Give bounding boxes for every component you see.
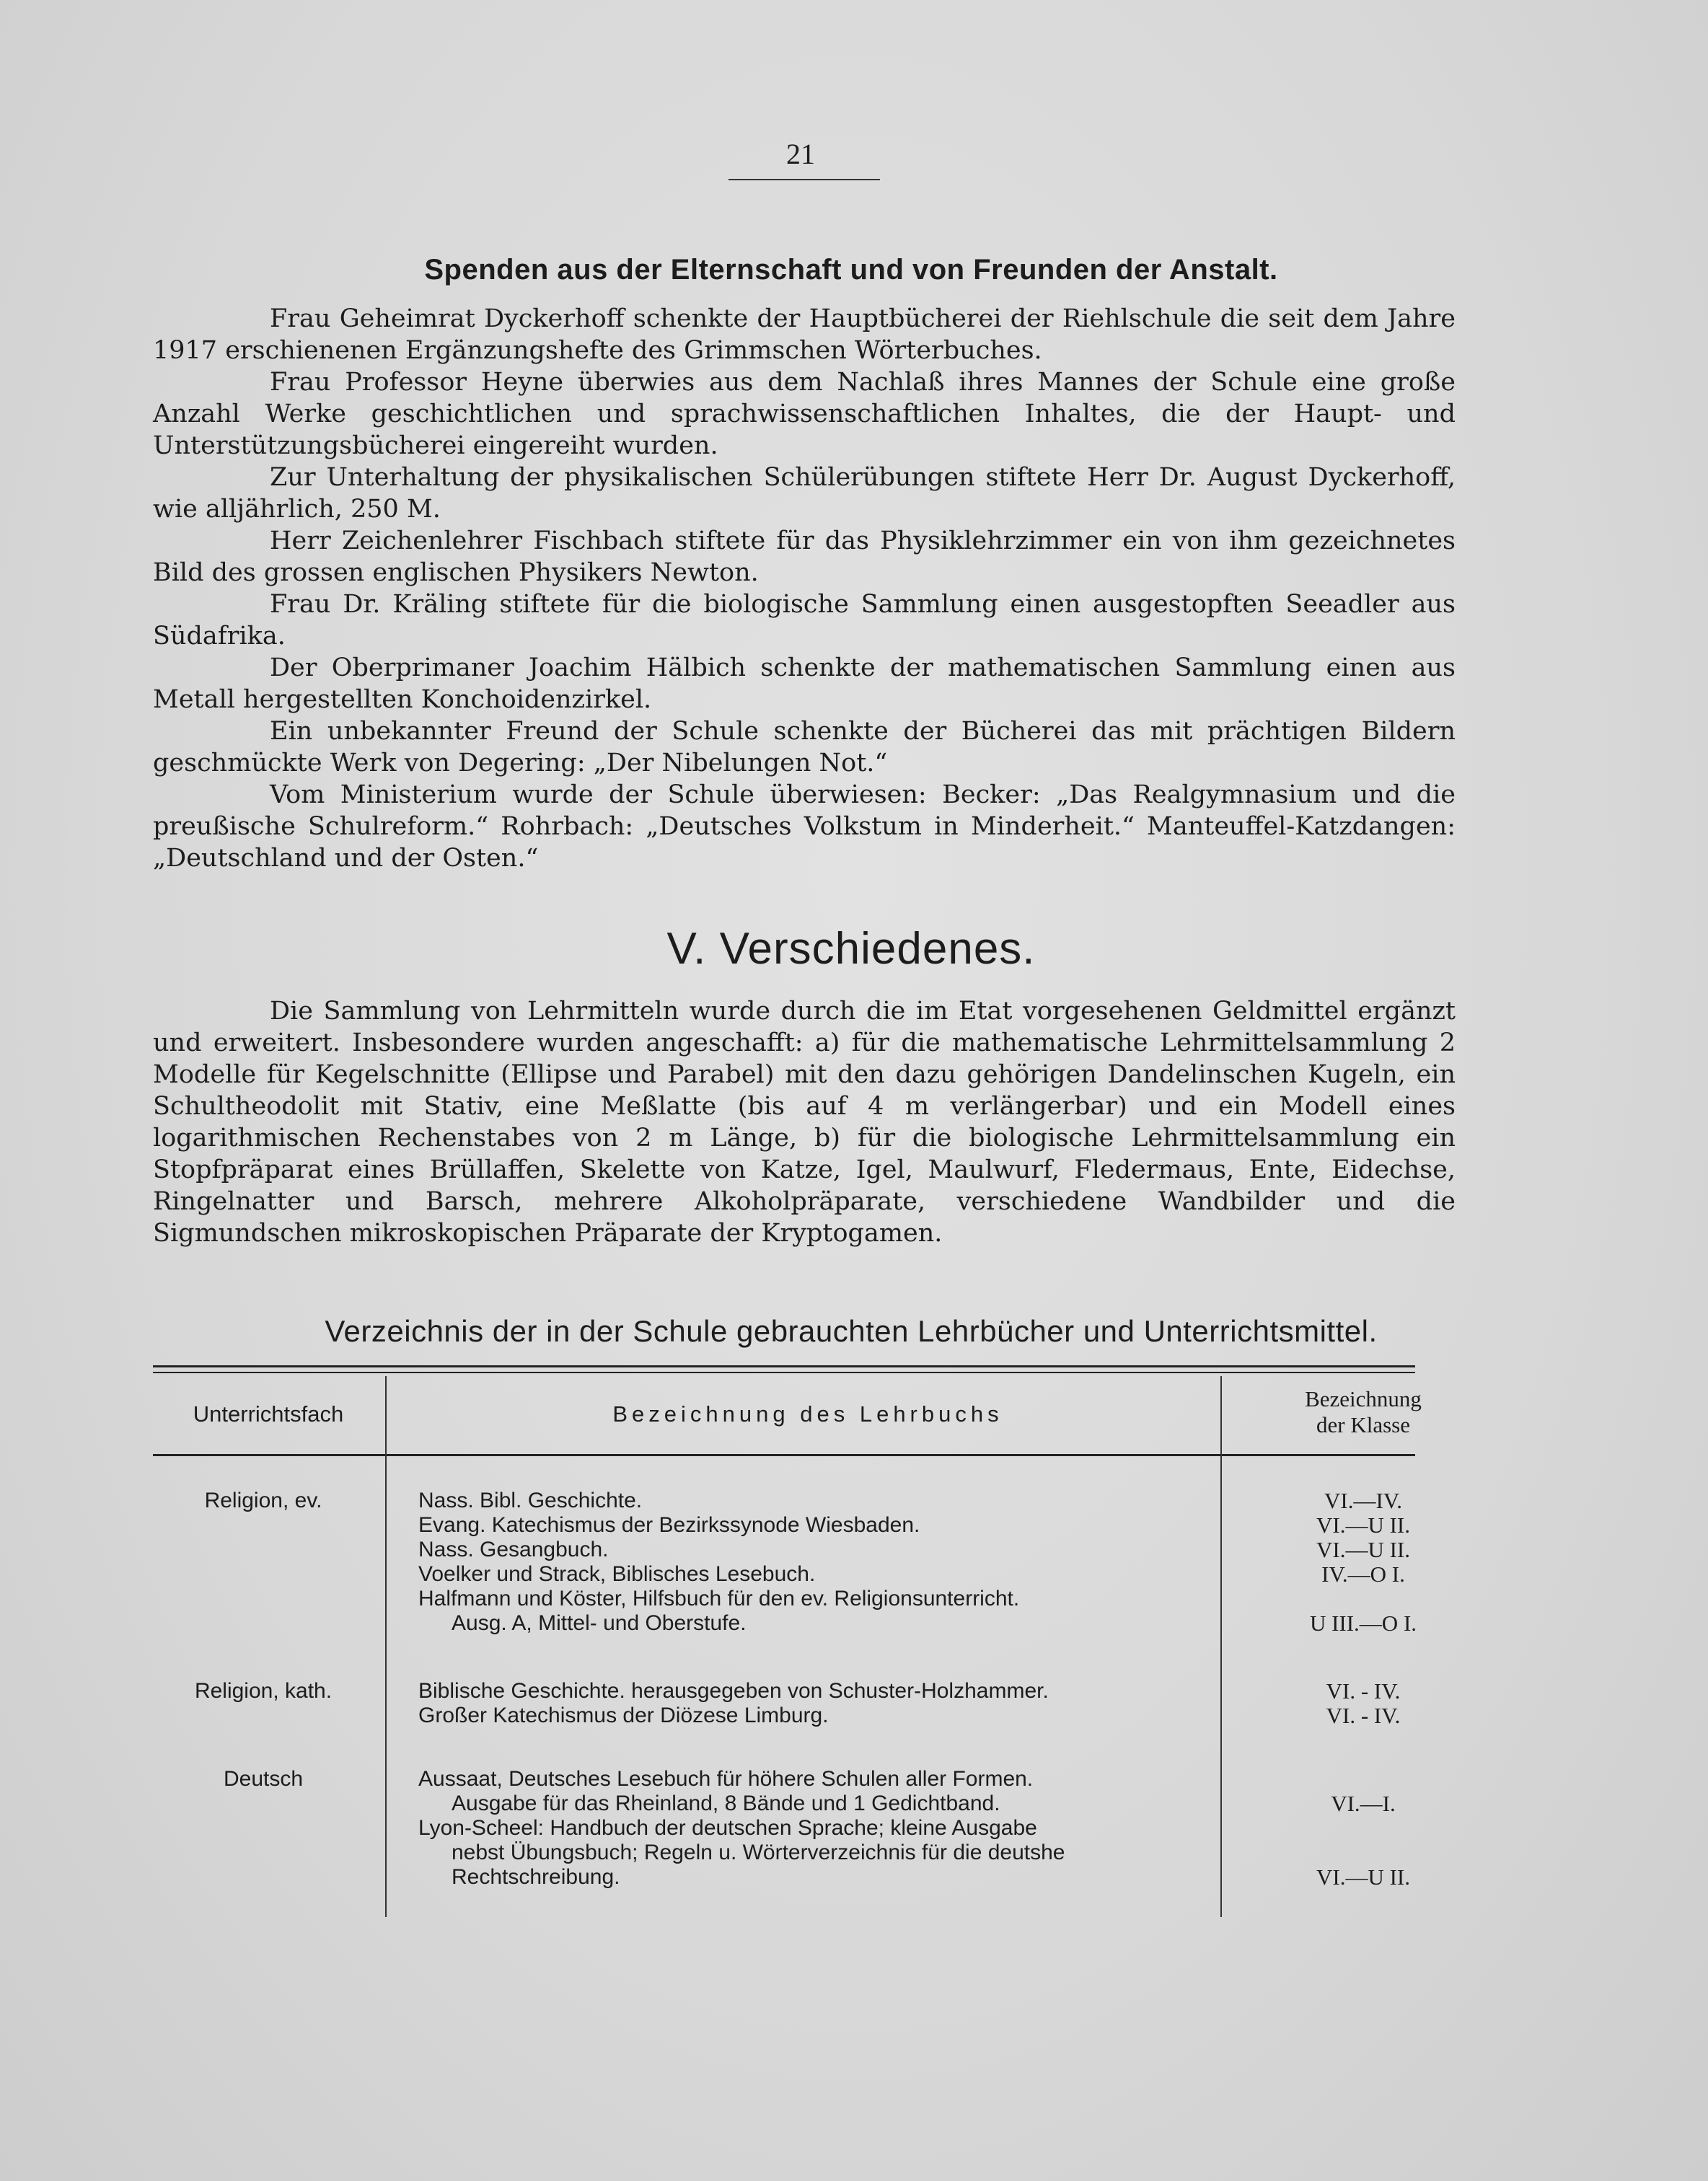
class-entry: VI.—U II. bbox=[1316, 1864, 1410, 1890]
class-entry: VI.—I. bbox=[1331, 1791, 1396, 1816]
class-entry: VI.—U II. bbox=[1316, 1512, 1410, 1538]
book-entry: Großer Katechismus der Diözese Limburg. bbox=[418, 1704, 829, 1727]
paragraph: Vom Ministerium wurde der Schule überwiesen: Becker: „Das Realgymnasium und die preußische Schulreform.“ Rohrbach: „Deutsches Volkstum in Minderheit.“ Manteuffel-Katzdangen: „Deutschland und der Osten.“ bbox=[153, 780, 1456, 873]
paragraph: Frau Professor Heyne überwies aus dem Nachlaß ihres Mannes der Schule eine große Anzahl Werke geschichtlichen und sprachwissenschaftlichen Inhaltes, die der Haupt- und Unterstützungsbücherei eingereiht wurden. bbox=[153, 368, 1456, 460]
page-number-rule bbox=[728, 179, 880, 180]
class-entry bbox=[1226, 1767, 1500, 1792]
book-entry: Nass. Bibl. Geschichte. bbox=[418, 1489, 643, 1512]
book-list bbox=[418, 1679, 1212, 1728]
class-list bbox=[1226, 1679, 1500, 1728]
book-list bbox=[418, 1489, 1212, 1636]
table-top-rule-thin bbox=[153, 1372, 1415, 1373]
book-list bbox=[418, 1767, 1212, 1890]
class-entry: VI. - IV. bbox=[1326, 1678, 1401, 1704]
subject-cell: Religion, kath. bbox=[194, 1679, 333, 1703]
class-entry bbox=[1226, 1587, 1500, 1611]
subject-cell: Deutsch bbox=[223, 1767, 304, 1791]
header-book: Bezeichnung des Lehrbuchs bbox=[612, 1401, 1003, 1427]
paragraph: Herr Zeichenlehrer Fischbach stiftete für das Physiklehrzimmer ein von ihm gezeichnetes Bild des grossen englischen Physikers Newton. bbox=[153, 526, 1456, 587]
book-entry: Ausgabe für das Rheinland, 8 Bände und 1 Gedichtband. bbox=[452, 1792, 1000, 1815]
header-class-line2: der Klasse bbox=[1316, 1412, 1410, 1437]
miscellaneous-text bbox=[153, 995, 1456, 1249]
paragraph: Frau Geheimrat Dyckerhoff schenkte der Hauptbücherei der Riehlschule die seit dem Jahre 1917 erschienenen Ergänzungshefte des Grimmschen Wörterbuches. bbox=[153, 304, 1456, 365]
class-list bbox=[1226, 1489, 1500, 1636]
page-number: 21 bbox=[786, 138, 815, 170]
paragraph: Zur Unterhaltung der physikalischen Schülerübungen stiftete Herr Dr. August Dyckerhoff, wie alljährlich, 250 M. bbox=[153, 463, 1456, 524]
book-entry: Biblische Geschichte. herausgegeben von Schuster-Holzhammer. bbox=[418, 1679, 1049, 1703]
class-entry: VI. - IV. bbox=[1326, 1703, 1401, 1728]
table-title: Verzeichnis der in der Schule gebrauchten Lehrbücher und Unterrichtsmittel. bbox=[325, 1314, 1378, 1348]
book-entry: Halfmann und Köster, Hilfsbuch für den ev. Religionsunterricht. bbox=[418, 1587, 1020, 1611]
paragraph: Ein unbekannter Freund der Schule schenkte der Bücherei das mit prächtigen Bildern geschmückte Werk von Degering: „Der Nibelungen Not.“ bbox=[153, 717, 1456, 777]
book-entry: Lyon-Scheel: Handbuch der deutschen Sprache; kleine Ausgabe bbox=[418, 1816, 1037, 1840]
column-divider bbox=[1220, 1376, 1222, 1917]
section-heading-miscellaneous: V. Verschiedenes. bbox=[666, 924, 1036, 974]
book-entry: Ausg. A, Mittel- und Oberstufe. bbox=[452, 1611, 747, 1635]
class-entry: VI.—IV. bbox=[1324, 1488, 1402, 1513]
class-entry bbox=[1226, 1841, 1500, 1865]
class-list bbox=[1226, 1767, 1500, 1890]
book-entry: Evang. Katechismus der Bezirkssynode Wiesbaden. bbox=[418, 1513, 920, 1537]
class-entry: VI.—U II. bbox=[1316, 1537, 1410, 1562]
table-top-rule bbox=[153, 1365, 1415, 1367]
section-heading-donations: Spenden aus der Elternschaft und von Freunden der Anstalt. bbox=[424, 254, 1278, 286]
header-class-line1: Bezeichnung bbox=[1305, 1386, 1422, 1411]
subject-cell: Religion, ev. bbox=[204, 1489, 322, 1512]
book-entry: nebst Übungsbuch; Regeln u. Wörterverzeichnis für die deutshe bbox=[452, 1841, 1065, 1864]
class-entry bbox=[1226, 1816, 1500, 1841]
column-divider bbox=[385, 1376, 387, 1917]
book-entry: Rechtschreibung. bbox=[452, 1865, 620, 1889]
paragraph: Der Oberprimaner Joachim Hälbich schenkte der mathematischen Sammlung einen aus Metall hergestellten Konchoidenzirkel. bbox=[153, 653, 1456, 714]
book-entry: Voelker und Strack, Biblisches Lesebuch. bbox=[418, 1562, 816, 1586]
table-header-rule bbox=[153, 1454, 1415, 1456]
book-entry: Nass. Gesangbuch. bbox=[418, 1538, 609, 1561]
header-subject: Unterrichtsfach bbox=[193, 1401, 344, 1427]
class-entry: U III.—O I. bbox=[1309, 1611, 1417, 1636]
donations-text bbox=[153, 303, 1456, 874]
book-entry: Aussaat, Deutsches Lesebuch für höhere Schulen aller Formen. bbox=[418, 1767, 1034, 1791]
class-entry: IV.—O I. bbox=[1321, 1561, 1405, 1587]
paragraph: Die Sammlung von Lehrmitteln wurde durch die im Etat vorgesehenen Geldmittel ergänzt und erweitert. Insbesondere wurden angeschafft: a) für die mathematische Lehrmittelsammlung 2 Modelle für Kegelschnitte (Ellipse und Parabel) mit den dazu gehörigen Dandelinschen Kugeln, ein Schultheodolit mit Stativ, eine Meßlatte (bis auf 4 m verlängerbar) und ein Modell eines logarithmischen Rechenstabes von 2 m Länge, b) für die biologische Lehrmittelsammlung ein Stopfpräparat eines Brüllaffen, Skelette von Katze, Igel, Maulwurf, Fledermaus, Ente, Eidechse, Ringelnatter und Barsch, mehrere Alkoholpräparate, verschiedene Wandbilder und die Sigmundschen mikroskopischen Präparate der Kryptogamen. bbox=[153, 997, 1456, 1248]
paragraph: Frau Dr. Kräling stiftete für die biologische Sammlung einen ausgestopften Seeadler aus Südafrika. bbox=[153, 590, 1456, 651]
